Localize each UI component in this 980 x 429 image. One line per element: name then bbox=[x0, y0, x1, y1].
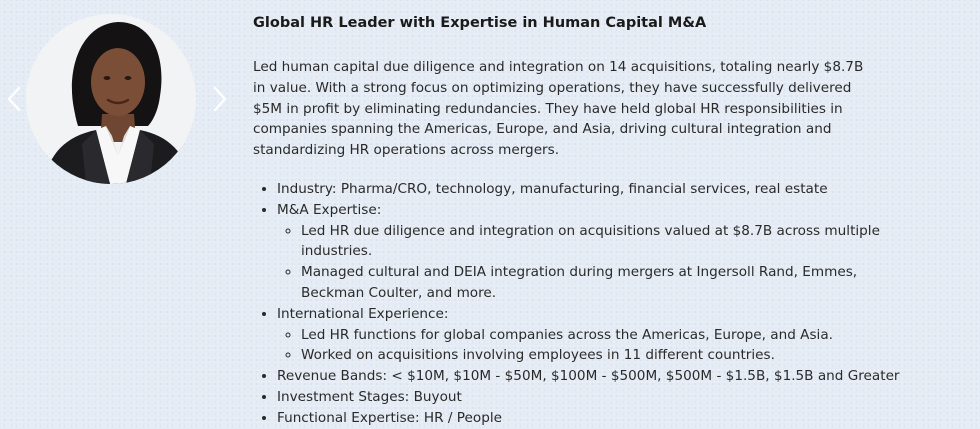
profile-headline: Global HR Leader with Expertise in Human Capital M&A bbox=[253, 15, 707, 31]
chevron-left-icon bbox=[4, 86, 26, 112]
profile-carousel bbox=[0, 0, 240, 200]
profile-photo bbox=[26, 14, 196, 184]
ma-expertise-sublist bbox=[277, 221, 917, 304]
chevron-right-icon bbox=[208, 86, 230, 112]
industry-item: • Industry: Pharma/CRO, technology, manufacturing, financial services, real estate bbox=[277, 179, 917, 200]
investment-stages-item: • Investment Stages: Buyout bbox=[277, 387, 917, 408]
profile-summary: Led human capital due diligence and integration on 14 acquisitions, totaling nearly $8.7B in value. With a strong focus on optimizing operations, they have successfully delivered $5M in profit by eliminating redundancies. They have held global HR responsibilities in companies spanning the Americas, Europe, and Asia, driving cultural integration and standardizing HR operations across mergers. bbox=[253, 59, 864, 159]
functional-expertise-item: • Functional Expertise: HR / People bbox=[277, 408, 917, 429]
revenue-bands-item: • Revenue Bands: < $10M, $10M - $50M, $100M - $500M, $500M - $1.5B, $1.5B and Greater bbox=[277, 366, 917, 387]
previous-button[interactable] bbox=[4, 86, 26, 112]
ma-expertise-label: M&A Expertise: bbox=[277, 201, 382, 218]
ma-expertise-subitem: ◦ Led HR due diligence and integration on acquisitions valued at $8.7B across multiple industries. bbox=[301, 221, 917, 263]
ma-expertise-item bbox=[277, 200, 917, 304]
international-experience-label: International Experience: bbox=[277, 305, 449, 322]
profile-portrait bbox=[26, 14, 196, 184]
ma-expertise-subitem: ◦ Managed cultural and DEIA integration during mergers at Ingersoll Rand, Emmes, Beckman Coulter, and more. bbox=[301, 262, 917, 304]
international-experience-sublist bbox=[277, 325, 917, 367]
international-experience-subitem: ◦ Worked on acquisitions involving employees in 11 different countries. bbox=[301, 345, 917, 366]
details-list bbox=[253, 179, 917, 429]
international-experience-subitem: ◦ Led HR functions for global companies across the Americas, Europe, and Asia. bbox=[301, 325, 917, 346]
next-button[interactable] bbox=[208, 86, 230, 112]
international-experience-item bbox=[277, 304, 917, 366]
